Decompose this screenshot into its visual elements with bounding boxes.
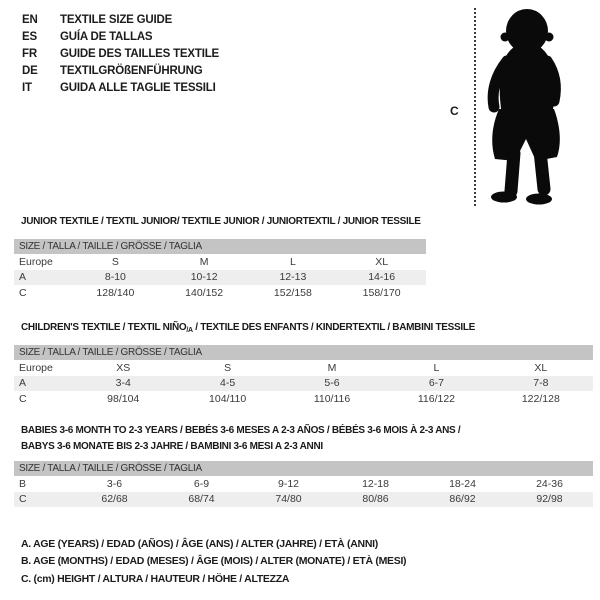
size-header-bar: SIZE / TALLA / TAILLE / GRÖSSE / TAGLIA [14,461,593,476]
size-cell: S [111,255,119,268]
children-section-title [21,322,475,334]
table-row-height [14,391,593,407]
size-cell: 4-5 [220,377,236,390]
babies-title-line1: BABIES 3-6 MONTH TO 2-3 YEARS / BEBÉS 3-6 MESES A 2-3 AÑOS / BÉBÉS 3-6 MOIS À 2-3 ANS / [21,425,461,436]
row-label: A [19,377,27,390]
size-header-bar: SIZE / TALLA / TAILLE / GRÖSSE / TAGLIA [14,239,426,254]
language-title: TEXTILE SIZE GUIDE [60,14,173,26]
height-label-c: C [450,104,459,118]
legend-line-b: B. AGE (MONTHS) / EDAD (MESES) / ÂGE (MOIS) / ALTER (MONATE) / ETÀ (MESI) [21,555,407,568]
table-row-months [14,476,593,492]
size-cell: M [199,255,209,268]
size-cell: 7-8 [533,377,549,390]
size-cell: 10-12 [190,271,218,284]
table-row-height [14,492,593,508]
size-cell: 24-36 [536,477,563,490]
size-cell: 14-16 [368,271,396,284]
row-label: C [19,392,27,405]
size-cell: 68/74 [188,493,215,506]
language-code: ES [22,31,37,43]
row-label: C [19,286,27,299]
table-row-europe [14,360,593,376]
size-cell: 62/68 [101,493,128,506]
size-cell: 140/152 [185,286,224,299]
size-cell: 6-9 [193,477,210,490]
size-cell: 12-13 [279,271,307,284]
size-cell: 104/110 [209,392,247,405]
children-table [14,345,593,407]
table-row-europe [14,254,426,270]
height-measure-line [474,8,476,206]
row-label: B [19,477,27,490]
language-row-de [22,63,219,80]
size-cell: 9-12 [277,477,299,490]
language-row-es [22,29,219,46]
size-cell: 98/104 [107,392,140,405]
language-code: DE [22,65,38,77]
language-code: FR [22,48,37,60]
size-cell: 152/158 [273,286,312,299]
children-title-suffix: / TEXTILE DES ENFANTS / KINDERTEXTIL / BAMBINI TESSILE [192,322,476,333]
babies-title-line2: BABYS 3-6 MONATE BIS 2-3 JAHRE / BAMBINI 3-6 MESI A 2-3 ANNI [21,441,323,452]
row-label: A [19,271,27,284]
babies-table [14,461,593,507]
size-cell: 74/80 [275,493,302,506]
row-label: Europe [19,361,53,374]
size-cell: 122/128 [521,392,560,405]
size-cell: 92/98 [536,493,563,506]
language-row-fr [22,46,219,63]
size-cell: 110/116 [313,392,351,405]
row-label: Europe [19,255,53,268]
language-title: TEXTILGRÖßENFÜHRUNG [60,65,203,77]
size-cell: XL [534,361,548,374]
language-code: EN [22,14,38,26]
size-cell: 3-6 [106,477,123,490]
size-cell: 3-4 [115,377,131,390]
size-cell: L [289,255,296,268]
size-cell: 8-10 [104,271,126,284]
toddler-silhouette-icon [484,5,580,207]
legend [21,536,406,588]
row-label: C [19,493,27,506]
table-row-age [14,270,426,286]
language-code: IT [22,82,32,94]
junior-section-title: JUNIOR TEXTILE / TEXTIL JUNIOR/ TEXTILE JUNIOR / JUNIORTEXTIL / JUNIOR TESSILE [21,216,421,227]
children-title-subscript: /A [186,327,193,334]
table-row-age [14,376,593,392]
size-cell: 12-18 [362,477,389,490]
size-cell: 128/140 [96,286,135,299]
size-cell: 86/92 [449,493,476,506]
size-cell: M [327,361,337,374]
language-row-it [22,80,219,97]
legend-line-c: C. (cm) HEIGHT / ALTURA / HAUTEUR / HÖHE / ALTEZZA [21,572,290,585]
size-cell: 80/86 [362,493,389,506]
size-cell: L [433,361,440,374]
babies-section-title [21,423,460,455]
size-cell: 6-7 [428,377,445,390]
language-list [22,12,219,97]
children-title-prefix: CHILDREN'S TEXTILE / TEXTIL NIÑO [21,322,187,333]
language-row-en [22,12,219,29]
size-header-bar: SIZE / TALLA / TAILLE / GRÖSSE / TAGLIA [14,345,593,360]
legend-line-a: A. AGE (YEARS) / EDAD (AÑOS) / ÂGE (ANS) / ALTER (JAHRE) / ETÀ (ANNI) [21,538,378,550]
size-cell: S [224,361,232,374]
junior-table [14,239,426,301]
language-title: GUIDE DES TAILLES TEXTILE [60,48,219,60]
size-cell: XS [116,361,131,374]
language-title: GUIDA ALLE TAGLIE TESSILI [60,82,216,94]
table-row-height [14,285,426,301]
size-cell: XL [375,255,389,268]
size-cell: 18-24 [449,477,476,490]
size-cell: 116/122 [417,392,456,405]
language-title: GUÍA DE TALLAS [60,31,153,43]
size-cell: 5-6 [324,377,340,390]
size-cell: 158/170 [362,286,401,299]
